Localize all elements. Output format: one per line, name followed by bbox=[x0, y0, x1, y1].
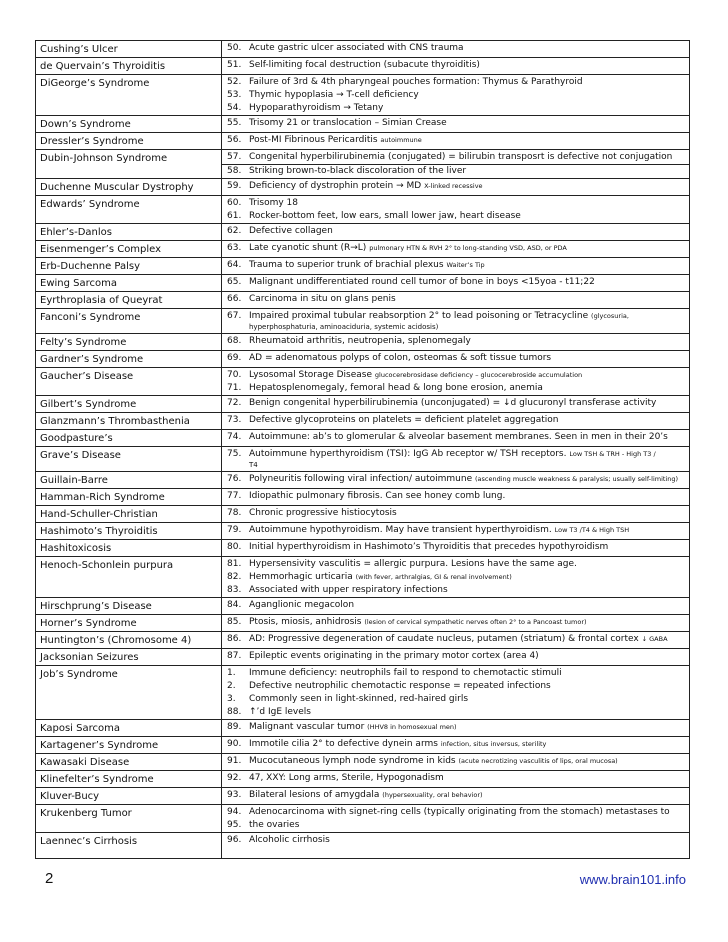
fact-number: 81. bbox=[227, 559, 242, 569]
term-cell: Grave’s Disease bbox=[36, 447, 222, 472]
term-cell: Laennec’s Cirrhosis bbox=[36, 833, 222, 859]
fact-number: 52. bbox=[227, 77, 242, 87]
fact-number: 50. bbox=[227, 43, 242, 53]
fact-note: (lesion of cervical sympathetic nerves often 2° to a Pancoast tumor) bbox=[364, 618, 587, 626]
definition-cell bbox=[222, 447, 690, 472]
term-cell: Gilbert’s Syndrome bbox=[36, 396, 222, 413]
fact-text: Striking brown-to-black discoloration of the liver bbox=[249, 166, 467, 176]
fact-text: Polyneuritis following viral infection/ autoimmune bbox=[249, 474, 473, 484]
fact-text: Initial hyperthyroidism in Hashimoto’s Thyroiditis that precedes hypothyroidism bbox=[249, 542, 609, 552]
fact-note: (hypersexuality, oral behavior) bbox=[382, 791, 483, 799]
fact-number: 2. bbox=[227, 681, 236, 691]
fact-note: Low T3 /T4 & High TSH bbox=[554, 526, 630, 534]
term-cell: Guillain-Barre bbox=[36, 472, 222, 489]
fact-text: Hepatosplenomegaly, femoral head & long bone erosion, anemia bbox=[249, 383, 543, 393]
term-cell: Ewing Sarcoma bbox=[36, 275, 222, 292]
term-cell: Hand-Schuller-Christian bbox=[36, 506, 222, 523]
fact-number: 54. bbox=[227, 103, 242, 113]
fact-text: Thymic hypoplasia → T-cell deficiency bbox=[249, 90, 419, 100]
fact-number: 76. bbox=[227, 474, 242, 484]
definition-cell bbox=[222, 737, 690, 754]
fact-line bbox=[227, 293, 685, 306]
fact-note: (glycosuria, bbox=[591, 312, 629, 320]
definition-cell bbox=[222, 754, 690, 771]
fact-text: Ptosis, miosis, anhidrosis bbox=[249, 617, 362, 627]
definition-cell bbox=[222, 833, 690, 859]
term-cell: Duchenne Muscular Dystrophy bbox=[36, 179, 222, 196]
fact-note: ↓ GABA bbox=[641, 635, 668, 643]
table-row bbox=[36, 413, 690, 430]
definition-cell bbox=[222, 396, 690, 413]
fact-text: Acute gastric ulcer associated with CNS trauma bbox=[249, 43, 464, 53]
term-cell: Down’s Syndrome bbox=[36, 116, 222, 133]
fact-note: (with fever, arthralgias, GI & renal involvement) bbox=[355, 573, 512, 581]
fact-line bbox=[227, 633, 685, 646]
fact-text: Commonly seen in light-skinned, red-haired girls bbox=[249, 694, 469, 704]
fact-number: 74. bbox=[227, 432, 242, 442]
fact-line bbox=[227, 310, 685, 333]
term-cell: Cushing’s Ulcer bbox=[36, 41, 222, 58]
table-row bbox=[36, 632, 690, 649]
fact-text: AD: Progressive degeneration of caudate nucleus, putamen (striatum) & frontal cortex bbox=[249, 634, 639, 644]
fact-text: Mucocutaneous lymph node syndrome in kids bbox=[249, 756, 456, 766]
fact-number: 82. bbox=[227, 572, 242, 582]
fact-line bbox=[227, 197, 685, 210]
definition-cell bbox=[222, 506, 690, 523]
fact-number: 61. bbox=[227, 211, 242, 221]
definition-cell bbox=[222, 241, 690, 258]
fact-line bbox=[227, 165, 685, 178]
fact-text: Malignant vascular tumor bbox=[249, 722, 365, 732]
fact-number: 63. bbox=[227, 243, 242, 253]
fact-number: 79. bbox=[227, 525, 242, 535]
table-row bbox=[36, 351, 690, 368]
table-row bbox=[36, 788, 690, 805]
table-row bbox=[36, 179, 690, 196]
fact-text: Impaired proximal tubular reabsorption 2° to lead poisoning or Tetracycline bbox=[249, 311, 589, 321]
fact-line bbox=[227, 558, 685, 571]
fact-text: Trisomy 21 or translocation – Simian Crease bbox=[249, 118, 447, 128]
table-row bbox=[36, 805, 690, 833]
fact-note: (HHV8 in homosexual men) bbox=[367, 723, 457, 731]
term-cell: Krukenberg Tumor bbox=[36, 805, 222, 833]
fact-number: 93. bbox=[227, 790, 242, 800]
definition-cell bbox=[222, 472, 690, 489]
fact-note: glucocerebrosidase deficiency – glucocerebroside accumulation bbox=[374, 371, 583, 379]
table-row bbox=[36, 833, 690, 859]
fact-text: Lysosomal Storage Disease bbox=[249, 370, 373, 380]
table-row bbox=[36, 737, 690, 754]
fact-line bbox=[227, 369, 685, 382]
definition-cell bbox=[222, 368, 690, 396]
fact-note: infection, situs inversus, sterility bbox=[440, 740, 547, 748]
fact-number: 68. bbox=[227, 336, 242, 346]
fact-number: 62. bbox=[227, 226, 242, 236]
table-row bbox=[36, 615, 690, 632]
fact-line bbox=[227, 819, 685, 832]
definition-cell bbox=[222, 649, 690, 666]
fact-number: 94. bbox=[227, 807, 242, 817]
fact-number: 3. bbox=[227, 694, 236, 704]
fact-text: AD = adenomatous polyps of colon, osteomas & soft tissue tumors bbox=[249, 353, 552, 363]
fact-line bbox=[227, 242, 685, 255]
fact-number: 57. bbox=[227, 152, 242, 162]
definition-cell bbox=[222, 41, 690, 58]
definition-cell bbox=[222, 771, 690, 788]
table-row bbox=[36, 771, 690, 788]
table-row bbox=[36, 557, 690, 598]
page-number: 2 bbox=[45, 870, 54, 887]
definition-cell bbox=[222, 557, 690, 598]
fact-line bbox=[227, 180, 685, 193]
table-row bbox=[36, 292, 690, 309]
term-cell: Eyrthroplasia of Queyrat bbox=[36, 292, 222, 309]
term-cell: Ehler’s-Danlos bbox=[36, 224, 222, 241]
definition-cell bbox=[222, 430, 690, 447]
term-cell: Horner’s Syndrome bbox=[36, 615, 222, 632]
fact-line bbox=[227, 397, 685, 410]
fact-text: Rocker-bottom feet, low ears, small lower jaw, heart disease bbox=[249, 211, 521, 221]
table-row bbox=[36, 649, 690, 666]
fact-text: Chronic progressive histiocytosis bbox=[249, 508, 397, 518]
fact-number: 56. bbox=[227, 135, 242, 145]
definition-cell bbox=[222, 309, 690, 334]
fact-number: 67. bbox=[227, 311, 242, 321]
fact-number: 96. bbox=[227, 835, 242, 845]
fact-line bbox=[227, 225, 685, 238]
fact-text: Bilateral lesions of amygdala bbox=[249, 790, 380, 800]
fact-number: 66. bbox=[227, 294, 242, 304]
fact-number: 75. bbox=[227, 449, 242, 459]
fact-line bbox=[227, 721, 685, 734]
table-body bbox=[36, 41, 690, 859]
definition-cell bbox=[222, 150, 690, 179]
term-cell: Dressler’s Syndrome bbox=[36, 133, 222, 150]
definition-cell bbox=[222, 58, 690, 75]
fact-text: Autoimmune: ab’s to glomerular & alveolar basement membranes. Seen in men in their 20’s bbox=[249, 432, 668, 442]
term-cell: Kluver-Bucy bbox=[36, 788, 222, 805]
fact-note: pulmonary HTN & RVH 2° to long-standing VSD, ASD, or PDA bbox=[369, 244, 567, 252]
fact-number: 87. bbox=[227, 651, 242, 661]
definition-cell bbox=[222, 632, 690, 649]
term-cell: Eisenmenger’s Complex bbox=[36, 241, 222, 258]
fact-text: Malignant undifferentiated round cell tumor of bone in boys <15yoa - t11;22 bbox=[249, 277, 595, 287]
definition-cell bbox=[222, 75, 690, 116]
fact-line bbox=[227, 259, 685, 272]
fact-line bbox=[227, 151, 685, 164]
fact-number: 70. bbox=[227, 370, 242, 380]
fact-line bbox=[227, 571, 685, 584]
fact-line bbox=[227, 599, 685, 612]
definition-cell bbox=[222, 805, 690, 833]
definition-cell bbox=[222, 523, 690, 540]
fact-text: Hypoparathyroidism → Tetany bbox=[249, 103, 384, 113]
term-cell: Erb-Duchenne Palsy bbox=[36, 258, 222, 275]
definition-cell bbox=[222, 489, 690, 506]
fact-line bbox=[227, 693, 685, 706]
table-row bbox=[36, 368, 690, 396]
table-row bbox=[36, 224, 690, 241]
table-row bbox=[36, 447, 690, 472]
term-cell: Hamman-Rich Syndrome bbox=[36, 489, 222, 506]
fact-line bbox=[227, 335, 685, 348]
fact-text: Defective neutrophilic chemotactic response = repeated infections bbox=[249, 681, 551, 691]
definition-cell bbox=[222, 598, 690, 615]
table-row bbox=[36, 196, 690, 224]
term-cell: Glanzmann’s Thrombasthenia bbox=[36, 413, 222, 430]
fact-line bbox=[227, 706, 685, 719]
fact-line bbox=[227, 738, 685, 751]
fact-line bbox=[227, 650, 685, 663]
fact-text: Late cyanotic shunt (R→L) bbox=[249, 243, 367, 253]
fact-number: 89. bbox=[227, 722, 242, 732]
fact-line bbox=[227, 448, 685, 471]
fact-text: Failure of 3rd & 4th pharyngeal pouches formation: Thymus & Parathyroid bbox=[249, 77, 583, 87]
term-cell: Gaucher’s Disease bbox=[36, 368, 222, 396]
table-row bbox=[36, 75, 690, 116]
fact-number: 84. bbox=[227, 600, 242, 610]
fact-line bbox=[227, 431, 685, 444]
fact-line bbox=[227, 473, 685, 486]
table-row bbox=[36, 275, 690, 292]
fact-line bbox=[227, 117, 685, 130]
fact-line bbox=[227, 667, 685, 680]
term-cell: Gardner’s Syndrome bbox=[36, 351, 222, 368]
definition-cell bbox=[222, 666, 690, 720]
definition-cell bbox=[222, 413, 690, 430]
fact-line bbox=[227, 680, 685, 693]
table-row bbox=[36, 598, 690, 615]
table-row bbox=[36, 133, 690, 150]
definition-cell bbox=[222, 224, 690, 241]
term-cell: Dubin-Johnson Syndrome bbox=[36, 150, 222, 179]
table-row bbox=[36, 523, 690, 540]
table-row bbox=[36, 754, 690, 771]
fact-text: Carcinoma in situ on glans penis bbox=[249, 294, 396, 304]
definition-cell bbox=[222, 258, 690, 275]
fact-number: 60. bbox=[227, 198, 242, 208]
fact-text: Defective collagen bbox=[249, 226, 333, 236]
definition-cell bbox=[222, 133, 690, 150]
definition-cell bbox=[222, 116, 690, 133]
fact-number: 69. bbox=[227, 353, 242, 363]
table-row bbox=[36, 309, 690, 334]
fact-text: Deficiency of dystrophin protein → MD bbox=[249, 181, 422, 191]
definition-cell bbox=[222, 788, 690, 805]
definition-cell bbox=[222, 179, 690, 196]
fact-line bbox=[227, 76, 685, 89]
fact-line bbox=[227, 584, 685, 597]
table-row bbox=[36, 58, 690, 75]
fact-text: Benign congenital hyperbilirubinemia (unconjugated) = ↓d glucuronyl transferase activity bbox=[249, 398, 657, 408]
fact-line bbox=[227, 524, 685, 537]
fact-text: ↑’d IgE levels bbox=[249, 707, 311, 717]
term-cell: Hashitoxicosis bbox=[36, 540, 222, 557]
table-row bbox=[36, 720, 690, 737]
term-cell: Kartagener’s Syndrome bbox=[36, 737, 222, 754]
fact-note: autoimmune bbox=[380, 136, 422, 144]
fact-line bbox=[227, 806, 685, 819]
fact-line bbox=[227, 755, 685, 768]
fact-text: Self-limiting focal destruction (subacute thyroiditis) bbox=[249, 60, 480, 70]
term-cell: Job’s Syndrome bbox=[36, 666, 222, 720]
fact-line bbox=[227, 616, 685, 629]
table-row bbox=[36, 540, 690, 557]
fact-number: 71. bbox=[227, 383, 242, 393]
fact-note: Low TSH & TRH - High T3 / bbox=[569, 450, 656, 458]
fact-number: 59. bbox=[227, 181, 242, 191]
fact-number: 91. bbox=[227, 756, 242, 766]
fact-text: Alcoholic cirrhosis bbox=[249, 835, 330, 845]
fact-number: 80. bbox=[227, 542, 242, 552]
fact-note: (acute necrotizing vasculitis of lips, oral mucosa) bbox=[458, 757, 618, 765]
term-cell: de Quervain’s Thyroiditis bbox=[36, 58, 222, 75]
fact-note: X-linked recessive bbox=[424, 182, 483, 190]
fact-number: 86. bbox=[227, 634, 242, 644]
fact-text: Congenital hyperbilirubinemia (conjugated) = bilirubin transposrt is defective not conjugation bbox=[249, 152, 673, 162]
table-row bbox=[36, 666, 690, 720]
term-cell: Edwards’ Syndrome bbox=[36, 196, 222, 224]
site-link[interactable]: www.brain101.info bbox=[579, 872, 686, 887]
definition-cell bbox=[222, 292, 690, 309]
fact-text: Epileptic events originating in the primary motor cortex (area 4) bbox=[249, 651, 539, 661]
fact-number: 95. bbox=[227, 820, 242, 830]
term-cell: Felty’s Syndrome bbox=[36, 334, 222, 351]
fact-note: (ascending muscle weakness & paralysis; usually self-limiting) bbox=[475, 475, 679, 483]
fact-number: 77. bbox=[227, 491, 242, 501]
fact-subnote: hyperphosphaturia, aminoaciduria, systemic acidosis) bbox=[249, 323, 439, 331]
term-cell: Fanconi’s Syndrome bbox=[36, 309, 222, 334]
fact-text: 47, XXY: Long arms, Sterile, Hypogonadism bbox=[249, 773, 444, 783]
fact-text: Aganglionic megacolon bbox=[249, 600, 355, 610]
definition-cell bbox=[222, 334, 690, 351]
fact-line bbox=[227, 89, 685, 102]
table-row bbox=[36, 489, 690, 506]
fact-number: 83. bbox=[227, 585, 242, 595]
term-cell: Klinefelter’s Syndrome bbox=[36, 771, 222, 788]
fact-number: 55. bbox=[227, 118, 242, 128]
table-row bbox=[36, 472, 690, 489]
term-cell: Jacksonian Seizures bbox=[36, 649, 222, 666]
fact-line bbox=[227, 507, 685, 520]
fact-line bbox=[227, 834, 685, 847]
fact-number: 92. bbox=[227, 773, 242, 783]
fact-line bbox=[227, 102, 685, 115]
fact-text: Rheumatoid arthritis, neutropenia, splenomegaly bbox=[249, 336, 471, 346]
fact-line bbox=[227, 134, 685, 147]
fact-number: 72. bbox=[227, 398, 242, 408]
fact-line bbox=[227, 490, 685, 503]
fact-text: Trisomy 18 bbox=[249, 198, 298, 208]
fact-text: Hemmorhagic urticaria bbox=[249, 572, 353, 582]
fact-number: 65. bbox=[227, 277, 242, 287]
fact-text: Immune deficiency: neutrophils fail to respond to chemotactic stimuli bbox=[249, 668, 562, 678]
fact-number: 90. bbox=[227, 739, 242, 749]
term-cell: Henoch-Schonlein purpura bbox=[36, 557, 222, 598]
fact-number: 53. bbox=[227, 90, 242, 100]
fact-subnote: T4 bbox=[249, 461, 258, 469]
fact-number: 85. bbox=[227, 617, 242, 627]
table-row bbox=[36, 41, 690, 58]
table-row bbox=[36, 334, 690, 351]
fact-number: 51. bbox=[227, 60, 242, 70]
fact-text: Idiopathic pulmonary fibrosis. Can see honey comb lung. bbox=[249, 491, 506, 501]
fact-number: 73. bbox=[227, 415, 242, 425]
definition-cell bbox=[222, 196, 690, 224]
table-row bbox=[36, 150, 690, 179]
fact-line bbox=[227, 414, 685, 427]
definition-cell bbox=[222, 540, 690, 557]
fact-number: 1. bbox=[227, 668, 236, 678]
fact-number: 64. bbox=[227, 260, 242, 270]
term-cell: Kaposi Sarcoma bbox=[36, 720, 222, 737]
fact-number: 58. bbox=[227, 166, 242, 176]
fact-note: Waiter’s Tip bbox=[446, 261, 485, 269]
table-row bbox=[36, 396, 690, 413]
fact-text: Autoimmune hyperthyroidism (TSI): IgG Ab receptor w/ TSH receptors. bbox=[249, 449, 567, 459]
fact-number: 78. bbox=[227, 508, 242, 518]
fact-text: Adenocarcinoma with signet-ring cells (typically originating from the stomach) metastases to bbox=[249, 807, 670, 817]
fact-line bbox=[227, 352, 685, 365]
table-row bbox=[36, 258, 690, 275]
table-row bbox=[36, 241, 690, 258]
term-cell: Kawasaki Disease bbox=[36, 754, 222, 771]
definition-cell bbox=[222, 351, 690, 368]
term-cell: DiGeorge’s Syndrome bbox=[36, 75, 222, 116]
fact-line bbox=[227, 382, 685, 395]
fact-line bbox=[227, 210, 685, 223]
fact-line bbox=[227, 276, 685, 289]
fact-line bbox=[227, 772, 685, 785]
fact-text: Trauma to superior trunk of brachial plexus bbox=[249, 260, 444, 270]
fact-number: 88. bbox=[227, 707, 242, 717]
table-row bbox=[36, 506, 690, 523]
fact-text: Post-MI Fibrinous Pericarditis bbox=[249, 135, 378, 145]
definition-cell bbox=[222, 720, 690, 737]
syndrome-table bbox=[35, 40, 690, 859]
definition-cell bbox=[222, 615, 690, 632]
fact-text: Immotile cilia 2° to defective dynein arms bbox=[249, 739, 438, 749]
term-cell: Goodpasture’s bbox=[36, 430, 222, 447]
fact-text: Defective glycoproteins on platelets = deficient platelet aggregation bbox=[249, 415, 559, 425]
fact-line bbox=[227, 59, 685, 72]
term-cell: Hashimoto’s Thyroiditis bbox=[36, 523, 222, 540]
fact-text: Hypersensivity vasculitis = allergic purpura. Lesions have the same age. bbox=[249, 559, 577, 569]
term-cell: Huntington’s (Chromosome 4) bbox=[36, 632, 222, 649]
fact-text: the ovaries bbox=[249, 820, 300, 830]
term-cell: Hirschprung’s Disease bbox=[36, 598, 222, 615]
fact-text: Autoimmune hypothyroidism. May have transient hyperthyroidism. bbox=[249, 525, 552, 535]
fact-text: Associated with upper respiratory infections bbox=[249, 585, 448, 595]
table-row bbox=[36, 116, 690, 133]
fact-line bbox=[227, 541, 685, 554]
fact-line bbox=[227, 42, 685, 55]
table-row bbox=[36, 430, 690, 447]
definition-cell bbox=[222, 275, 690, 292]
fact-line bbox=[227, 789, 685, 802]
